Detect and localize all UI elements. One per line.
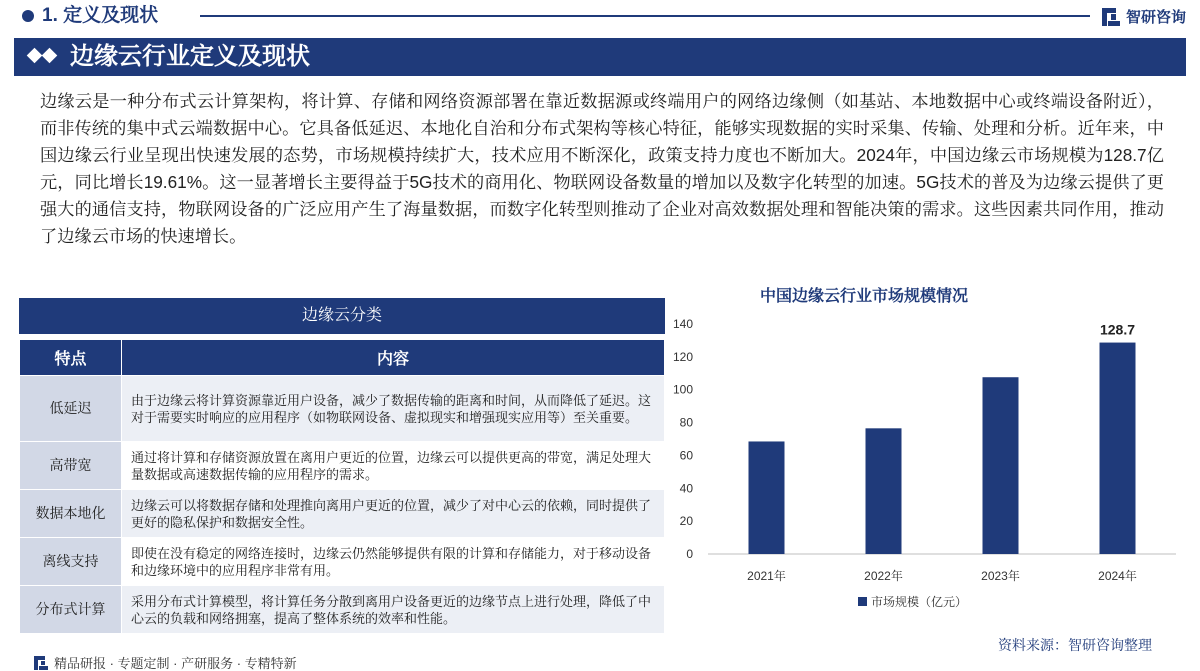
y-tick-label: 40 [679, 481, 693, 496]
table-row [20, 442, 665, 490]
intro-paragraph: 边缘云是一种分布式云计算架构，将计算、存储和网络资源部署在靠近数据源或终端用户的网络边缘侧（如基站、本地数据中心或终端设备附近），而非传统的集中式云端数据中心。它具备低延迟、本地化自治和分布式架构等核心特征，能够实现数据的实时采集、传输、处理和分析。近年来，中国边缘云行业呈现出快速发展的态势，市场规模持续扩大，技术应用不断深化，政策支持力度也不断加大。2024年，中国边缘云市场规模为128.7亿元，同比增长19.61%。这一显著增长主要得益于5G技术的商用化、物联网设备数量的增加以及数字化转型的加速。5G技术的普及为边缘云提供了更强大的通信支持，物联网设备的广泛应用产生了海量数据，而数字化转型则推动了企业对高效数据处理和智能决策的需求。这些因素共同作用，推动了边缘云市场的快速增长。 [40, 91, 1164, 246]
feature-cell: 离线支持 [20, 538, 122, 586]
y-tick-label: 100 [672, 382, 693, 397]
feature-cell: 分布式计算 [20, 586, 122, 634]
page-title: 边缘云行业定义及现状 [70, 43, 310, 70]
data-label: 128.7 [1099, 321, 1136, 338]
footer [34, 653, 297, 671]
table-row [20, 376, 665, 442]
legend-swatch [858, 597, 867, 606]
y-tick-label: 60 [679, 448, 693, 463]
y-tick-label: 120 [672, 349, 693, 364]
table-row [20, 586, 665, 634]
bar [983, 377, 1019, 554]
bullet-icon [22, 10, 34, 22]
x-tick-label: 2023年 [981, 569, 1020, 583]
feature-cell: 高带宽 [20, 442, 122, 490]
diamond-icon [27, 48, 43, 64]
brand [1102, 6, 1186, 27]
y-tick-label: 0 [686, 547, 693, 561]
x-tick-label: 2024年 [1098, 569, 1137, 583]
chart-title: 中国边缘云行业市场规模情况 [760, 288, 969, 305]
footer-logo-icon [34, 656, 48, 670]
diamond-icon [42, 48, 58, 64]
classification-table [19, 298, 665, 634]
x-tick-label: 2021年 [747, 569, 786, 583]
y-tick-label: 80 [679, 415, 693, 430]
header-divider [200, 15, 1090, 17]
table-caption: 边缘云分类 [19, 298, 665, 334]
content-cell: 由于边缘云将计算资源靠近用户设备，减少了数据传输的距离和时间，从而降低了延迟。这对于需要实时响应的应用程序（如物联网设备、虚拟现实和增强现实应用等）至关重要。 [122, 376, 665, 442]
footer-tagline: 精品研报 · 专题定制 · 产研服务 · 专精特新 [54, 656, 297, 671]
section-title: 1. 定义及现状 [42, 5, 159, 26]
feature-cell: 低延迟 [20, 376, 122, 442]
legend-label: 市场规模（亿元） [871, 595, 968, 609]
table-row [20, 538, 665, 586]
content-cell: 边缘云可以将数据存储和处理推向离用户更近的位置，减少了对中心云的依赖，同时提供了更好的隐私保护和数据安全性。 [122, 490, 665, 538]
content-cell: 采用分布式计算模型，将计算任务分散到离用户设备更近的边缘节点上进行处理，降低了中心云的负载和网络拥塞，提高了整体系统的效率和性能。 [122, 586, 665, 634]
brand-logo-icon [1102, 8, 1120, 26]
source-note: 资料来源：智研咨询整理 [998, 637, 1152, 653]
x-tick-label: 2022年 [864, 569, 903, 583]
bar [749, 441, 785, 554]
table-row [20, 490, 665, 538]
content-cell: 通过将计算和存储资源放置在离用户更近的位置，边缘云可以提供更高的带宽，满足处理大量数据或高速数据传输的应用程序的需求。 [122, 442, 665, 490]
brand-name: 智研咨询 [1125, 9, 1186, 26]
market-size-chart [668, 300, 1188, 620]
table-header-row [20, 340, 665, 376]
feature-table [19, 339, 665, 634]
content-cell: 即使在没有稳定的网络连接时，边缘云仍然能够提供有限的计算和存储能力，对于移动设备和边缘环境中的应用程序非常有用。 [122, 538, 665, 586]
y-tick-label: 20 [679, 514, 693, 529]
bar [866, 428, 902, 554]
column-header-feature: 特点 [20, 340, 122, 376]
bar [1100, 343, 1136, 554]
column-header-content: 内容 [122, 340, 665, 376]
feature-cell: 数据本地化 [20, 490, 122, 538]
page-title-banner [14, 38, 1186, 76]
top-header [0, 0, 1200, 32]
y-tick-label: 140 [672, 317, 693, 331]
